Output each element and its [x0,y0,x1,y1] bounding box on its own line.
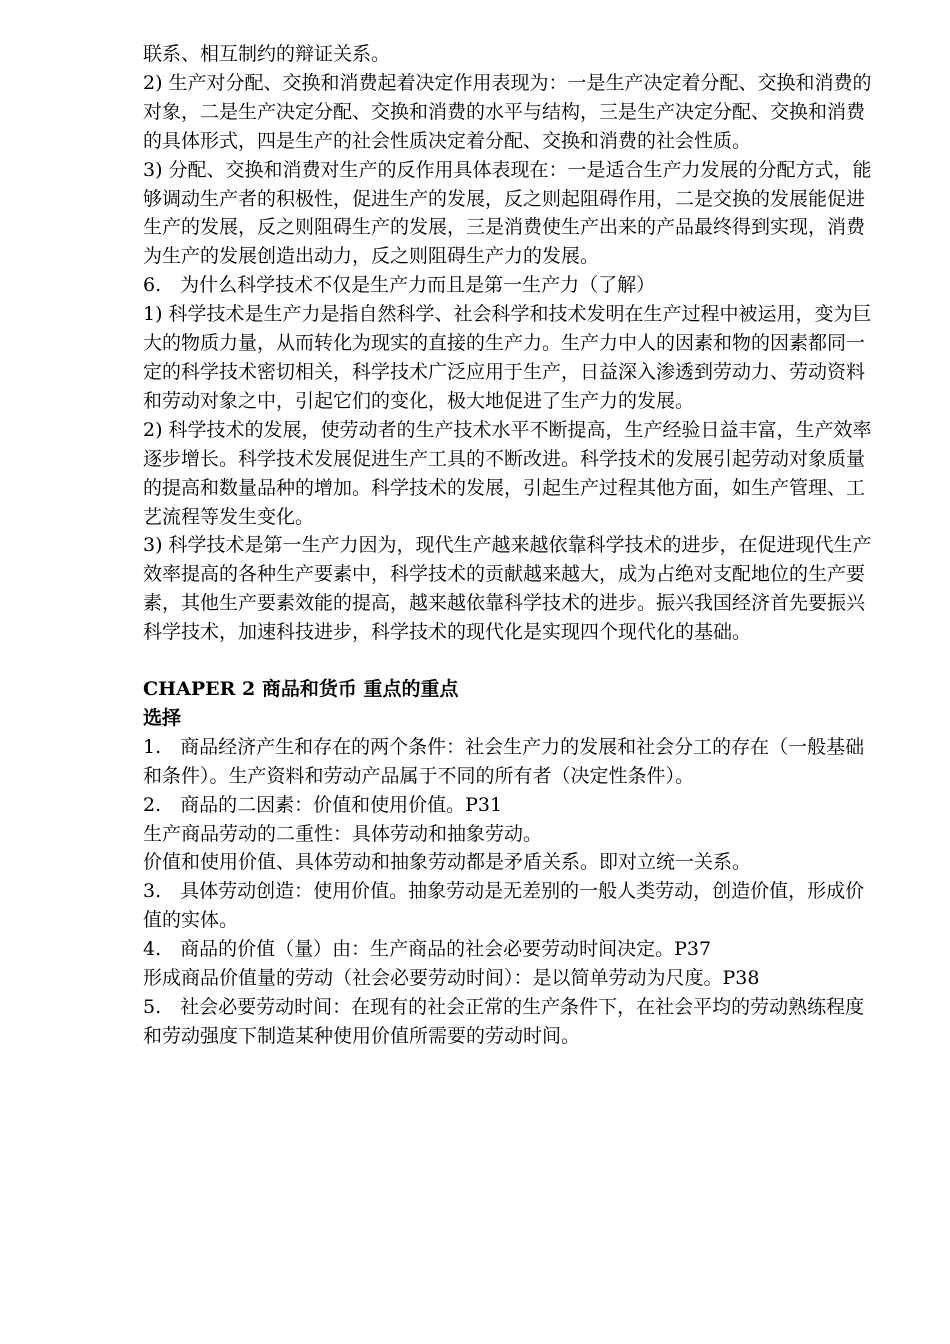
paragraph-sci-tech-1: 1) 科学技术是生产力是指自然科学、社会科学和技术发明在生产过程中被运用，变为巨大的物质力量，从而转化为现实的直接的生产力。生产力中人的因素和物的因素都同一定的科学技术密切相关，科学技术广泛应用于生产，日益深入渗透到劳动力、劳动资料和劳动对象之中，引起它们的变化，极大地促进了生产力的发展。 [143,303,872,412]
list-item: 3. 具体劳动创造：使用价值。抽象劳动是无差别的一般人类劳动，创造价值，形成价值的实体。 [143,880,865,932]
paragraph-reaction: 3) 分配、交换和消费对生产的反作用具体表现在：一是适合生产力发展的分配方式，能够调动生产者的积极性，促进生产的发展，反之则起阻碍作用，二是交换的发展能促进生产的发展，反之则阻碍生产的发展，三是消费使生产出来的产品最终得到实现，消费为生产的发展创造出动力，反之则阻碍生产力的发展。 [143,158,872,268]
list-item: 1. 商品经济产生和存在的两个条件：社会生产力的发展和社会分工的存在（一般基础和条件）。生产资料和劳动产品属于不同的所有者（决定性条件）。 [143,735,865,787]
paragraph-continuation: 联系、相互制约的辩证关系。 [143,43,391,65]
list-item: 5. 社会必要劳动时间：在现有的社会正常的生产条件下，在社会平均的劳动熟练程度和劳动强度下制造某种使用价值所需要的劳动时间。 [143,996,865,1047]
question-heading: 6. 为什么科学技术不仅是生产力而且是第一生产力（了解） [143,274,656,297]
paragraph-sci-tech-2: 2) 科学技术的发展，使劳动者的生产技术水平不断提高，生产经验日益丰富，生产效率逐步增长。科学技术发展促进生产工具的不断改进。科学技术的发展引起劳动对象质量的提高和数量品种的增加。科学技术的发展，引起生产过程其他方面，如生产管理、工艺流程等发生变化。 [143,418,872,528]
list-item: 生产商品劳动的二重性：具体劳动和抽象劳动。 [143,822,543,845]
list-item: 形成商品价值量的劳动（社会必要劳动时间）：是以简单劳动为尺度。P38 [143,967,760,990]
chapter-heading: CHAPER 2 商品和货币 重点的重点 [143,678,459,701]
list-item: 价值和使用价值、具体劳动和抽象劳动都是矛盾关系。即对立统一关系。 [143,851,752,874]
list-item: 4. 商品的价值（量）由：生产商品的社会必要劳动时间决定。P37 [143,938,712,961]
list-item: 2. 商品的二因素：价值和使用价值。P31 [143,793,503,816]
paragraph-production-decides: 2) 生产对分配、交换和消费起着决定作用表现为：一是生产决定着分配、交换和消费的对象，二是生产决定分配、交换和消费的水平与结构，三是生产决定分配、交换和消费的具体形式，四是生产的社会性质决定着分配、交换和消费的社会性质。 [143,71,872,152]
section-heading: 选择 [143,706,182,729]
paragraph-sci-tech-3: 3) 科学技术是第一生产力因为，现代生产越来越依靠科学技术的进步，在促进现代生产效率提高的各种生产要素中，科学技术的贡献越来越大，成为占绝对支配地位的生产要素，其他生产要素效能的提高，越来越依靠科学技术的进步。振兴我国经济首先要振兴科学技术，加速科技进步，科学技术的现代化是实现四个现代化的基础。 [143,534,872,644]
document-page [143,40,873,1051]
